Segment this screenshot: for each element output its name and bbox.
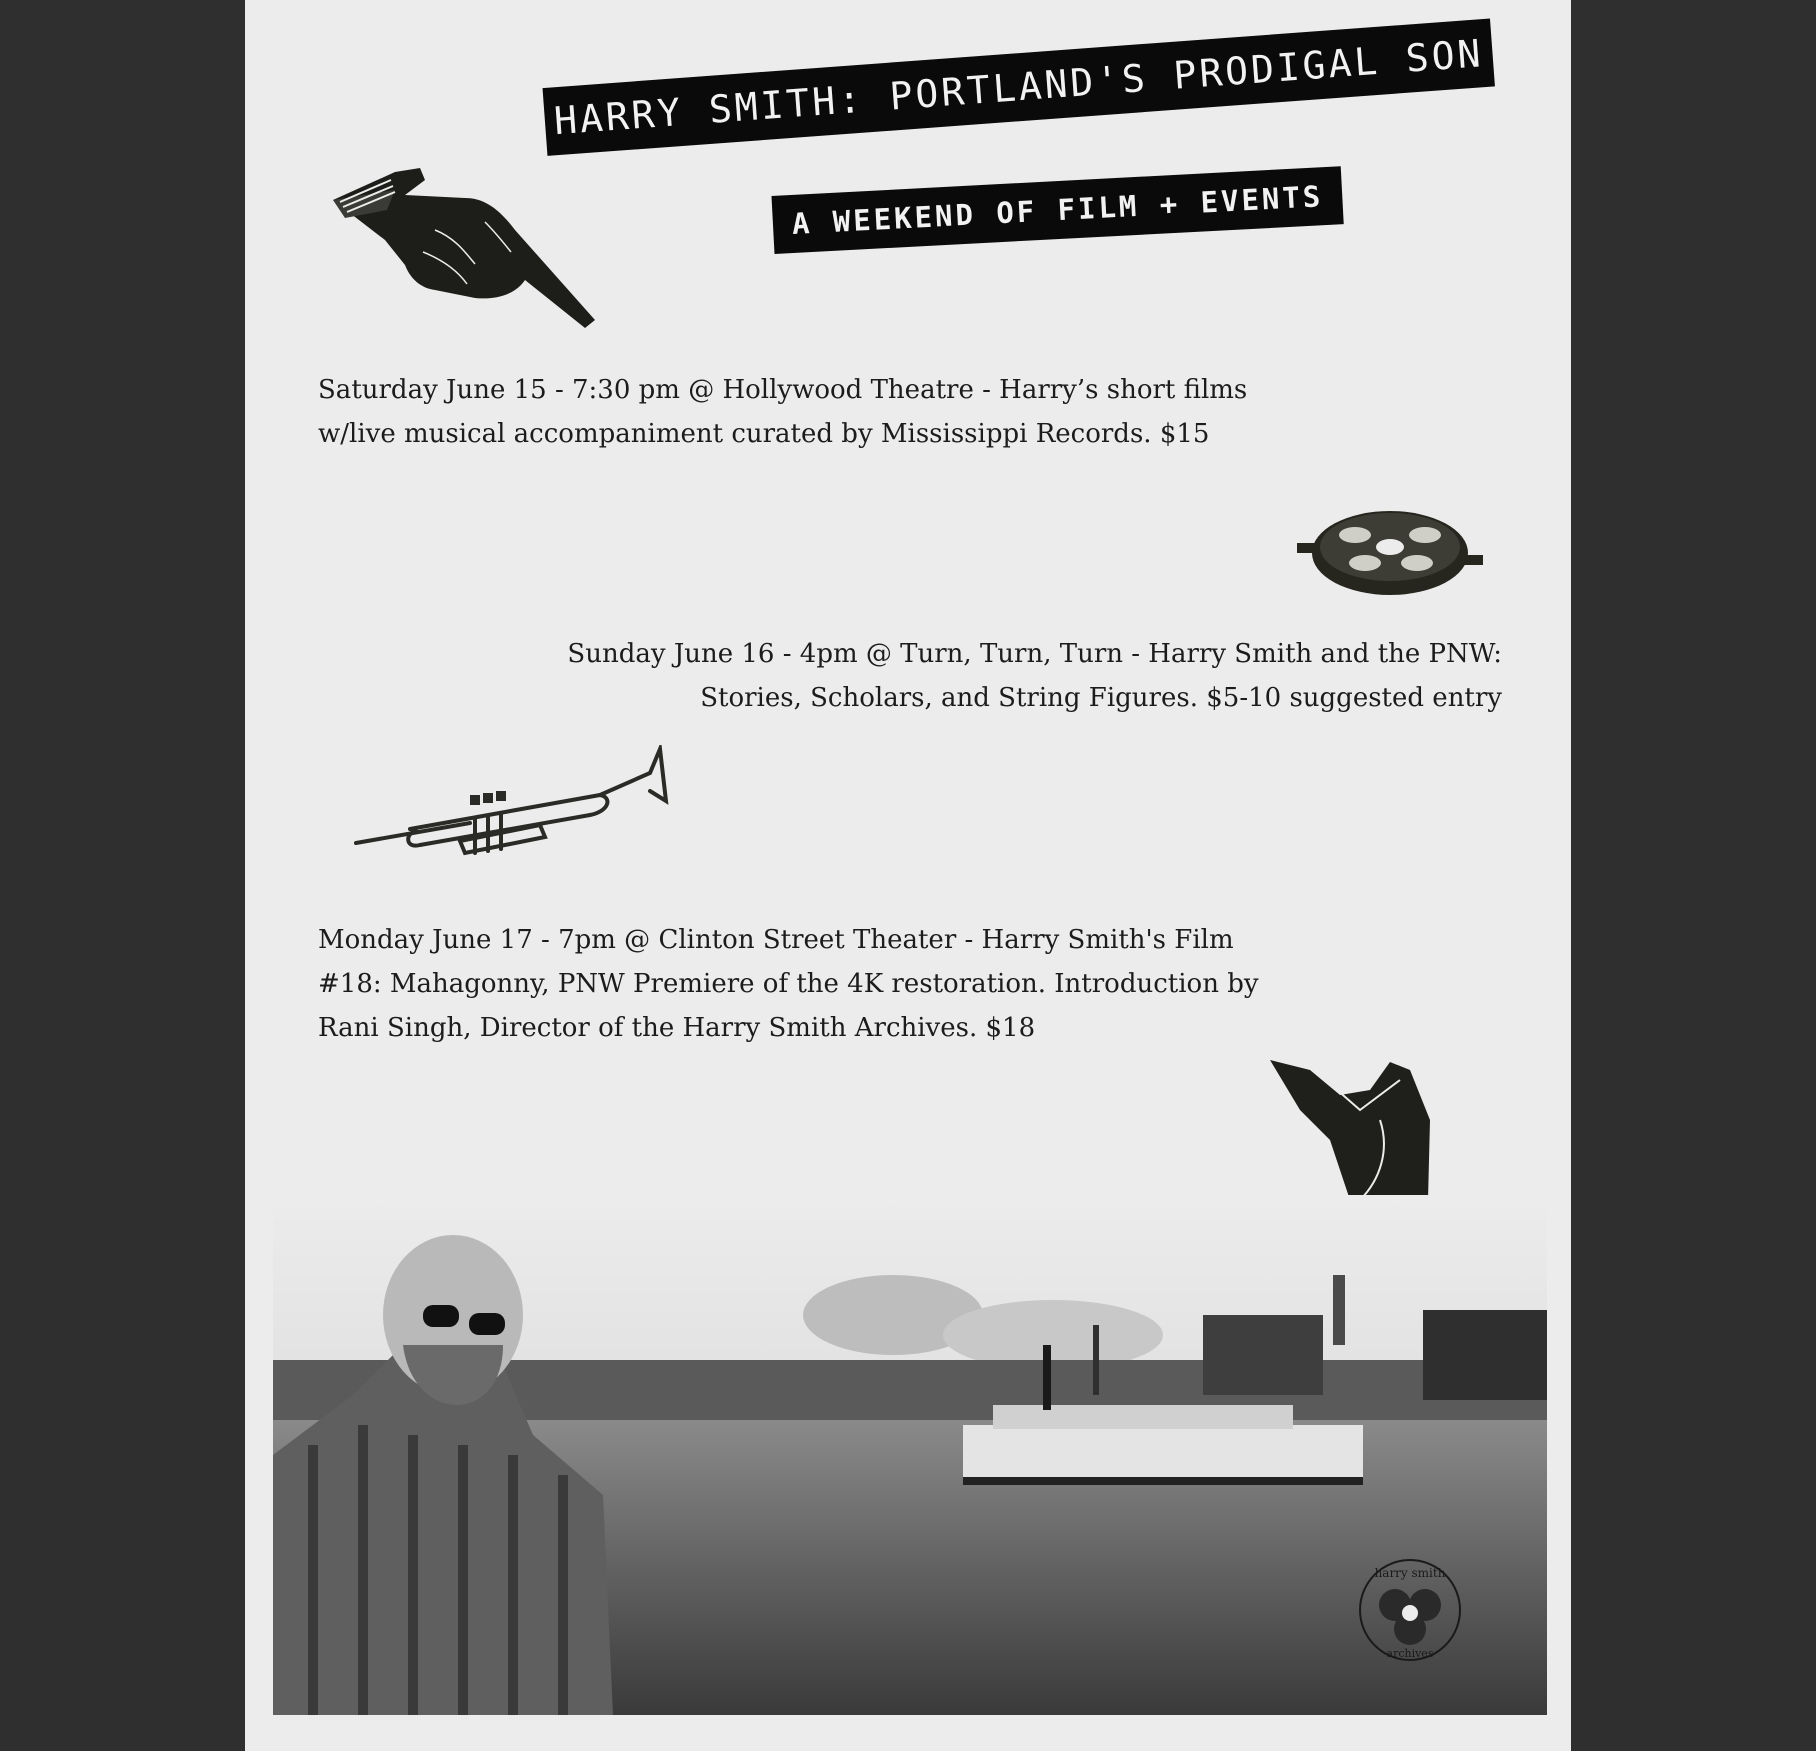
logo-bottom-text: archives: [1386, 1647, 1434, 1660]
event-line: Saturday June 15 - 7:30 pm @ Hollywood Theatre - Harry’s short films: [318, 375, 1248, 405]
pointing-hand-icon: [325, 160, 605, 335]
subtitle-label: [771, 166, 1343, 254]
event-line: Stories, Scholars, and String Figures. $5-10 suggested entry: [700, 683, 1502, 713]
logo-top-text: harry smith: [1374, 1566, 1446, 1580]
poster-title: HARRY SMITH: PORTLAND'S PRODIGAL SON: [552, 31, 1485, 144]
poster: [245, 0, 1571, 1751]
poster-subtitle: A WEEKEND OF FILM + EVENTS: [791, 179, 1325, 241]
event-line: w/live musical accompaniment curated by Mississippi Records. $15: [318, 419, 1210, 449]
film-reel-icon: [1295, 495, 1485, 610]
event-monday: [318, 918, 1259, 1050]
event-line: Monday June 17 - 7pm @ Clinton Street Theater - Harry Smith's Film: [318, 925, 1234, 955]
event-sunday: [567, 632, 1502, 720]
event-line: Rani Singh, Director of the Harry Smith Archives. $18: [318, 1013, 1036, 1043]
event-line: Sunday June 16 - 4pm @ Turn, Turn, Turn - Harry Smith and the PNW:: [567, 639, 1502, 669]
trumpet-icon: [350, 745, 670, 865]
event-line: #18: Mahagonny, PNW Premiere of the 4K restoration. Introduction by: [318, 969, 1259, 999]
harry-smith-archives-logo: [1355, 1555, 1465, 1665]
title-label: [543, 19, 1495, 156]
event-saturday: [318, 368, 1247, 456]
